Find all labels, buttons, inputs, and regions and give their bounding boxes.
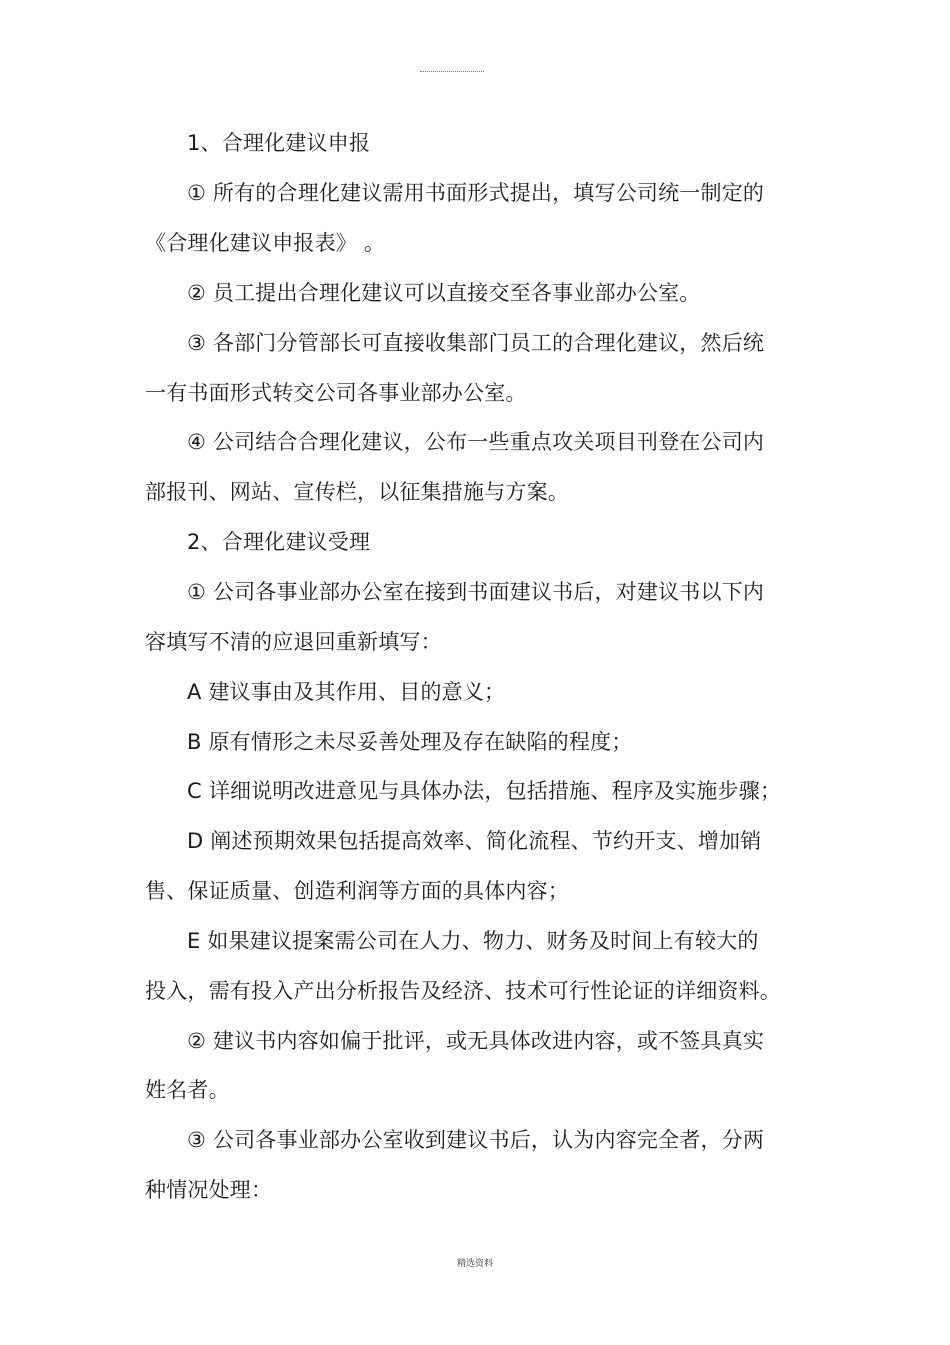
paragraph-line: ① 所有的合理化建议需用书面形式提出，填写公司统一制定的 xyxy=(187,181,765,205)
paragraph-line: 容填写不清的应退回重新填写： xyxy=(145,630,442,654)
paragraph-line: ② 员工提出合理化建议可以直接交至各事业部办公室。 xyxy=(187,281,701,305)
paragraph-line: 姓名者。 xyxy=(145,1078,230,1102)
paragraph-line: ③ 公司各事业部办公室收到建议书后，认为内容完全者，分两 xyxy=(187,1128,765,1152)
paragraph-line: ① 公司各事业部办公室在接到书面建议书后，对建议书以下内 xyxy=(187,580,765,604)
page-footer: 精选资料 xyxy=(456,1259,493,1269)
header-dotted-rule xyxy=(420,71,484,72)
paragraph-line: 《合理化建议申报表》 。 xyxy=(145,231,386,255)
list-item-e: E 如果建议提案需公司在人力、物力、财务及时间上有较大的 xyxy=(187,929,759,953)
section-heading-2: 2、合理化建议受理 xyxy=(187,530,371,554)
paragraph-line: ④ 公司结合合理化建议，公布一些重点攻关项目刊登在公司内 xyxy=(187,430,765,454)
paragraph-line: 投入，需有投入产出分析报告及经济、技术可行性论证的详细资料。 xyxy=(145,979,781,1003)
paragraph-line: ② 建议书内容如偏于批评，或无具体改进内容，或不签具真实 xyxy=(187,1029,765,1053)
paragraph-line: 种情况处理： xyxy=(145,1178,273,1202)
paragraph-line: 一有书面形式转交公司各事业部办公室。 xyxy=(145,381,527,405)
paragraph-line: 售、保证质量、创造利润等方面的具体内容； xyxy=(145,879,569,903)
list-item-a: A 建议事由及其作用、目的意义； xyxy=(187,680,506,704)
paragraph-line: 部报刊、网站、宣传栏，以征集措施与方案。 xyxy=(145,480,569,504)
paragraph-line: ③ 各部门分管部长可直接收集部门员工的合理化建议，然后统 xyxy=(187,331,765,355)
list-item-b: B 原有情形之未尽妥善处理及存在缺陷的程度； xyxy=(187,730,633,754)
section-heading-1: 1、合理化建议申报 xyxy=(187,131,371,155)
list-item-c: C 详细说明改进意见与具体办法，包括措施、程序及实施步骤； xyxy=(187,779,782,803)
list-item-d: D 阐述预期效果包括提高效率、简化流程、节约开支、增加销 xyxy=(187,829,762,853)
